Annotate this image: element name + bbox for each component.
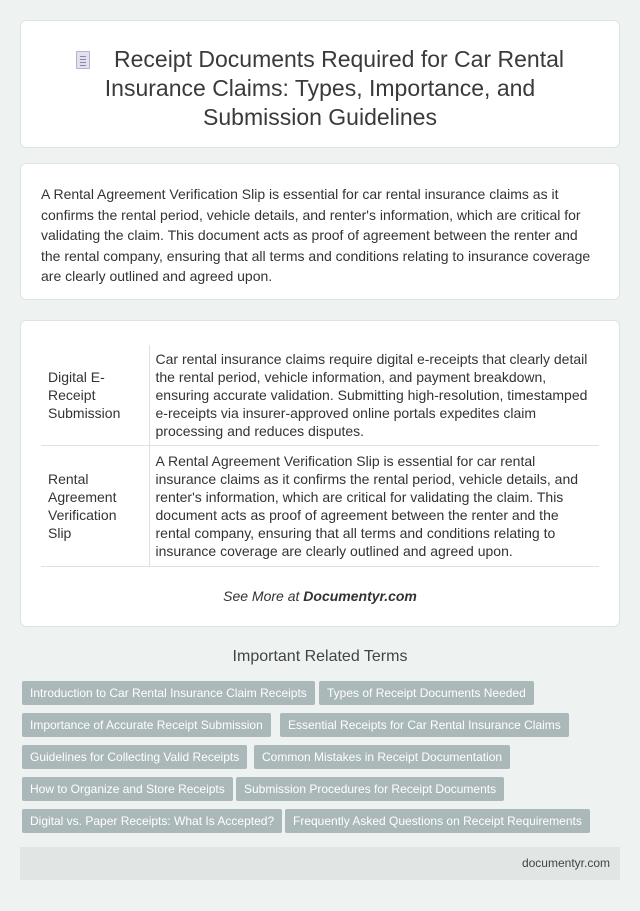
related-term-tag[interactable]: Introduction to Car Rental Insurance Claim Receipts (22, 681, 315, 705)
table-row-term: Rental Agreement Verification Slip (41, 446, 149, 567)
document-icon (76, 51, 90, 69)
page-title (51, 45, 589, 132)
see-more-prefix: See More at (223, 588, 304, 604)
page-title-text: Receipt Documents Required for Car Rental Insurance Claims: Types, Importance, and Submission Guidelines (104, 46, 564, 130)
document-table (41, 345, 599, 567)
related-term-tag[interactable]: Types of Receipt Documents Needed (319, 681, 534, 705)
related-term-tag[interactable]: Essential Receipts for Car Rental Insurance Claims (280, 713, 569, 737)
related-term-tag[interactable]: Frequently Asked Questions on Receipt Requirements (285, 809, 590, 833)
related-term-tag[interactable]: Importance of Accurate Receipt Submission (22, 713, 271, 737)
table-row (41, 446, 599, 567)
related-term-tag[interactable]: Common Mistakes in Receipt Documentation (254, 745, 510, 769)
related-term-tag[interactable]: Digital vs. Paper Receipts: What Is Accepted? (22, 809, 282, 833)
related-term-tag[interactable]: Submission Procedures for Receipt Documents (236, 777, 504, 801)
footer (20, 847, 620, 880)
related-terms-heading: Important Related Terms (232, 648, 408, 665)
footer-site[interactable]: documentyr.com (521, 856, 610, 870)
intro-card (20, 163, 620, 300)
related-term-tag[interactable]: How to Organize and Store Receipts (22, 777, 233, 801)
see-more-site[interactable]: Documentyr.com (303, 588, 417, 604)
see-more-link[interactable] (21, 588, 619, 604)
table-card (20, 320, 620, 627)
table-row-description: A Rental Agreement Verification Slip is essential for car rental insurance claims as it confirms the rental period, vehicle details, and renter's information, which are critical for validating the claim. This document acts as proof of agreement between the renter and the rental company, ensuring that all terms and conditions relating to insurance coverage are clearly outlined and agreed upon. (149, 446, 599, 567)
table-row (41, 345, 599, 446)
intro-text: A Rental Agreement Verification Slip is essential for car rental insurance claims as it confirms the rental period, vehicle details, and renter's information, which are critical for validating the claim. This document acts as proof of agreement between the renter and the rental company, ensuring that all terms and conditions relating to insurance coverage are clearly outlined and agreed upon. (41, 186, 591, 284)
table-row-term: Digital E-Receipt Submission (41, 345, 149, 446)
table-row-description: Car rental insurance claims require digital e-receipts that clearly detail the rental period, vehicle information, and payment breakdown, ensuring accurate validation. Submitting high-resolution, timestamped e-receipts via insurer-approved online portals expedites claim processing and reduces disputes. (149, 345, 599, 446)
title-card (20, 20, 620, 148)
related-term-tag[interactable]: Guidelines for Collecting Valid Receipts (22, 745, 247, 769)
